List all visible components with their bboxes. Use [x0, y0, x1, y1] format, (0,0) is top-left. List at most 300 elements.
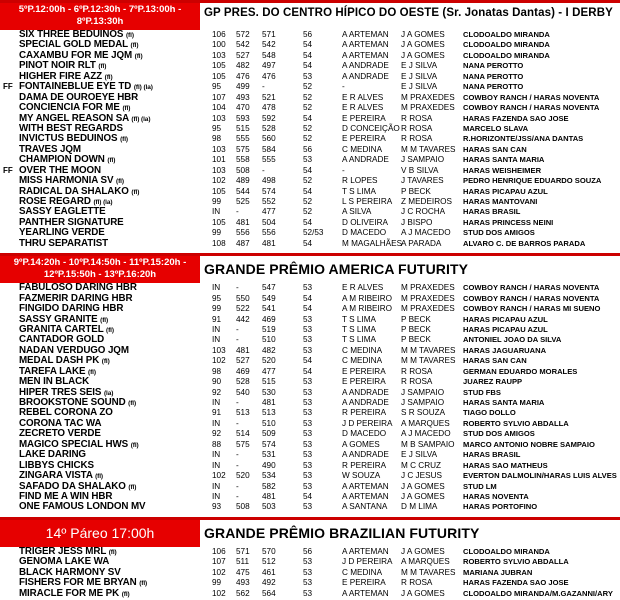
handicap-weight: 56 — [303, 30, 313, 39]
handicap-weight: 53 — [303, 450, 313, 460]
jockey-name: E PEREIRA — [342, 377, 386, 387]
weight-previous: 470 — [236, 103, 250, 113]
owner-name: HARAS PICAPAU AZUL — [463, 324, 548, 334]
weight-current: 503 — [262, 502, 276, 512]
handicap-weight: 53 — [303, 578, 313, 588]
trainer-name: R ROSA — [401, 113, 433, 123]
trainer-name: M M TAVARES — [401, 144, 456, 154]
rating-value: 98 — [212, 134, 222, 144]
horse-name: TAREFA LAKE — [19, 365, 86, 377]
race-section — [0, 0, 620, 253]
handicap-weight: 54 — [303, 50, 313, 60]
jockey-name: A ARTEMAN — [342, 491, 389, 501]
weight-current: 510 — [262, 335, 276, 345]
horse-name: FISHERS FOR ME BRYAN — [19, 577, 137, 589]
handicap-weight: 53 — [303, 502, 313, 512]
horse-name: CHAMPION DOWN — [19, 154, 105, 166]
trainer-name: P BECK — [401, 314, 431, 324]
horse-tag: (fl) — [131, 188, 140, 196]
weight-current: 560 — [262, 134, 276, 144]
horse-tag: (fl) — [128, 483, 137, 491]
rating-value: 104 — [212, 103, 226, 113]
rating-value: 92 — [212, 429, 222, 439]
handicap-weight: 53 — [303, 387, 313, 397]
weight-current: 461 — [262, 567, 276, 577]
weight-previous: 520 — [236, 471, 250, 481]
handicap-weight: 53 — [303, 398, 313, 407]
ff-mark: FF — [3, 82, 13, 92]
horse-tag: (fl) — [139, 580, 148, 588]
rating-value: 92 — [212, 387, 222, 397]
trainer-name: J A GOMES — [401, 30, 445, 39]
handicap-weight: 54 — [303, 293, 313, 303]
weight-current: 556 — [262, 228, 276, 238]
weight-previous: 489 — [236, 176, 250, 186]
jockey-name: A SILVA — [342, 207, 372, 217]
handicap-weight: 54 — [303, 165, 313, 175]
weight-current: 574 — [262, 439, 276, 449]
horse-name: RADICAL DA SHALAKO — [19, 185, 129, 197]
horse-tag: (fl) — [125, 32, 134, 39]
rating-value: 95 — [212, 123, 222, 133]
rating-value: 102 — [212, 471, 226, 481]
rating-value: IN — [212, 324, 221, 334]
owner-name: CLODOALDO MIRANDA — [463, 40, 550, 50]
jockey-name: E PEREIRA — [342, 366, 386, 376]
weight-previous: 481 — [236, 217, 250, 227]
owner-name: NANA PEROTTO — [463, 61, 524, 71]
horse-tag: (fl) — [128, 400, 137, 407]
horse-name: ONE FAMOUS LONDON MV — [19, 501, 146, 513]
horse-name: ZECRETO VERDE — [19, 428, 101, 440]
race-times-box — [0, 3, 200, 30]
owner-name: HARAS BRASIL — [463, 450, 521, 460]
horse-tag: (fl) — [122, 105, 131, 113]
weight-current: 478 — [262, 103, 276, 113]
jockey-name: A ARTEMAN — [342, 40, 389, 50]
horse-name: MEN IN BLACK — [19, 376, 90, 388]
weight-current: 555 — [262, 155, 276, 165]
race-time-line: 5ºP.12:00h - 6ºP.12:30h - 7ºP.13:00h - — [18, 4, 182, 15]
rating-value: 102 — [212, 567, 226, 577]
handicap-weight: 52 — [303, 197, 313, 206]
handicap-weight: 53 — [303, 471, 313, 481]
weight-current: 584 — [262, 144, 276, 154]
weight-current: 515 — [262, 377, 276, 387]
weight-previous: 575 — [236, 439, 250, 449]
jockey-name: - — [342, 82, 345, 92]
weight-current: 492 — [262, 578, 276, 588]
race-times-box — [0, 520, 200, 547]
jockey-name: M MAGALHÃES — [342, 238, 403, 248]
weight-previous: - — [236, 481, 239, 491]
owner-name: HARAS SAN CAN — [463, 356, 527, 366]
owner-name: COWBOY RANCH / HARAS MI SUENO — [463, 304, 601, 314]
weight-current: 477 — [262, 366, 276, 376]
trainer-name: J A GOMES — [401, 588, 445, 598]
weight-current: 469 — [262, 314, 276, 324]
handicap-weight: 53 — [303, 345, 313, 355]
horse-name: GRANITA CARTEL — [19, 323, 104, 335]
horse-name: BROOKSTONE SOUND — [19, 397, 126, 408]
rating-value: 95 — [212, 82, 222, 92]
horse-name: CORONA TAC WA — [19, 417, 102, 429]
weight-previous: - — [236, 491, 239, 501]
trainer-name: R ROSA — [401, 134, 433, 144]
horse-name: LIBBYS CHICKS — [19, 459, 94, 471]
trainer-name: J A GOMES — [401, 50, 445, 60]
horse-tag: (fl) — [101, 358, 110, 366]
horse-tag: (la) — [103, 389, 114, 397]
jockey-name: T S LIMA — [342, 324, 376, 334]
trainer-name: E J SILVA — [401, 71, 438, 81]
weight-previous: 508 — [236, 502, 250, 512]
race-header — [0, 517, 620, 547]
weight-previous: 513 — [236, 408, 250, 418]
jockey-name: E R ALVES — [342, 92, 384, 102]
weight-previous: 508 — [236, 165, 250, 175]
weight-previous: 493 — [236, 578, 250, 588]
horse-name: SIX THREE BEDUINOS — [19, 29, 124, 40]
horse-name: OVER THE MOON — [19, 164, 101, 176]
horse-name: MEDAL DASH PK — [19, 355, 100, 367]
horse-name: CANTADOR GOLD — [19, 334, 105, 346]
trainer-name: Z MEDEIROS — [401, 197, 452, 206]
trainer-name: M PRAXEDES — [401, 103, 455, 113]
handicap-weight: 52 — [303, 176, 313, 186]
rating-value: 93 — [212, 502, 222, 512]
trainer-name: S R SOUZA — [401, 408, 446, 418]
handicap-weight: 56 — [303, 546, 313, 556]
ff-mark: FF — [3, 165, 13, 175]
race-time-line: 14º Páreo 17:00h — [45, 524, 155, 541]
trainer-name: J SAMPAIO — [401, 387, 445, 397]
weight-previous: 527 — [236, 356, 250, 366]
weight-previous: 469 — [236, 366, 250, 376]
owner-name: ALVARO C. DE BARROS PARADA — [463, 238, 586, 248]
jockey-name: C MEDINA — [342, 345, 383, 355]
jockey-name: D MACEDO — [342, 228, 387, 238]
weight-current: 570 — [262, 546, 276, 556]
handicap-weight: 54 — [303, 113, 313, 123]
rating-value: 105 — [212, 61, 226, 71]
handicap-weight: 53 — [303, 314, 313, 324]
weight-current: 531 — [262, 450, 276, 460]
horse-tag: (fl) — [108, 548, 117, 556]
owner-name: COWBOY RANCH / HARAS NOVENTA — [463, 293, 600, 303]
jockey-name: R LOPES — [342, 176, 378, 186]
trainer-name: P BECK — [401, 324, 431, 334]
rating-value: IN — [212, 335, 221, 345]
handicap-weight: 53 — [303, 557, 313, 567]
owner-name: HARAS JAGUARUANA — [463, 345, 547, 355]
handicap-weight: 52 — [303, 134, 313, 144]
trainer-name: E J SILVA — [401, 450, 438, 460]
rating-value: 106 — [212, 546, 226, 556]
weight-current: 574 — [262, 186, 276, 196]
owner-name: HARAS PICAPAU AZUL — [463, 314, 548, 324]
handicap-weight: 53 — [303, 155, 313, 165]
owner-name: COWBOY RANCH / HARAS NOVENTA — [463, 103, 600, 113]
weight-current: 548 — [262, 50, 276, 60]
weight-current: 530 — [262, 387, 276, 397]
jockey-name: E R ALVES — [342, 103, 384, 113]
trainer-name: J TAVARES — [401, 176, 444, 186]
weight-previous: 525 — [236, 197, 250, 206]
horse-name: MY ANGEL REASON SA — [19, 112, 129, 124]
owner-name: HARAS SAO MATHEUS — [463, 460, 548, 470]
horse-name: INVICTUS BEDUINOS — [19, 133, 118, 145]
trainer-name: R ROSA — [401, 377, 433, 387]
trainer-name: E J SILVA — [401, 82, 438, 92]
race-header — [0, 253, 620, 283]
horse-name: FINGIDO DARING HBR — [19, 303, 124, 315]
handicap-weight: 54 — [303, 491, 313, 501]
horse-name: BLACK HARMONY SV — [19, 566, 121, 578]
horse-name: PINOT NOIR RLT — [19, 60, 96, 72]
jockey-name: J D PEREIRA — [342, 557, 393, 567]
weight-current: 513 — [262, 408, 276, 418]
horse-name: SASSY GRANITE — [19, 313, 98, 325]
rating-value: 90 — [212, 377, 222, 387]
entry-row — [0, 356, 620, 366]
rating-value: IN — [212, 283, 221, 293]
horse-name: SASSY EAGLETTE — [19, 206, 106, 218]
handicap-weight: 54 — [303, 304, 313, 314]
trainer-name: J C JESUS — [401, 471, 442, 481]
jockey-name: T S LIMA — [342, 314, 376, 324]
owner-name: MARCELO SLAVA — [463, 123, 529, 133]
owner-name: MARIANA JUBRAN — [463, 567, 533, 577]
weight-current: - — [262, 165, 265, 175]
handicap-weight: 53 — [303, 418, 313, 428]
weight-previous: 572 — [236, 30, 250, 39]
owner-name: ANTONIEL JOAO DA SILVA — [463, 335, 562, 345]
weight-current: 520 — [262, 356, 276, 366]
jockey-name: E PEREIRA — [342, 113, 386, 123]
rating-value: 99 — [212, 228, 222, 238]
horse-name: CAXAMBU FOR ME JQM — [19, 49, 133, 61]
weight-previous: 571 — [236, 546, 250, 556]
owner-name: CLODOALDO MIRANDA — [463, 546, 550, 556]
owner-name: R.HORIZONTE/JSS/ANA DANTAS — [463, 134, 584, 144]
rating-value: 107 — [212, 92, 226, 102]
weight-previous: - — [236, 460, 239, 470]
weight-current: - — [262, 82, 265, 92]
weight-previous: 527 — [236, 50, 250, 60]
weight-previous: 562 — [236, 588, 250, 598]
weight-previous: 556 — [236, 228, 250, 238]
jockey-name: A ANDRADE — [342, 398, 389, 407]
rating-value: IN — [212, 398, 221, 407]
rating-value: 102 — [212, 588, 226, 598]
trainer-name: J C ROCHA — [401, 207, 446, 217]
handicap-weight: 54 — [303, 366, 313, 376]
trainer-name: A J MACEDO — [401, 429, 451, 439]
weight-previous: 593 — [236, 113, 250, 123]
handicap-weight: 53 — [303, 283, 313, 293]
trainer-name: J A GOMES — [401, 481, 445, 491]
weight-previous: 514 — [236, 429, 250, 439]
trainer-name: M PRAXEDES — [401, 92, 455, 102]
handicap-weight: 54 — [303, 61, 313, 71]
weight-current: 476 — [262, 71, 276, 81]
rating-value: 103 — [212, 50, 226, 60]
owner-name: STUD DOS AMIGOS — [463, 429, 535, 439]
handicap-weight: 52 — [303, 123, 313, 133]
handicap-weight: 52 — [303, 103, 313, 113]
weight-previous: 515 — [236, 123, 250, 133]
weight-current: 549 — [262, 293, 276, 303]
jockey-name: A ANDRADE — [342, 387, 389, 397]
trainer-name: P BECK — [401, 335, 431, 345]
weight-current: 482 — [262, 345, 276, 355]
weight-previous: 550 — [236, 293, 250, 303]
handicap-weight: 53 — [303, 481, 313, 491]
handicap-weight: 53 — [303, 429, 313, 439]
handicap-weight: 52 — [303, 92, 313, 102]
horse-name: FIND ME A WIN HBR — [19, 490, 113, 502]
horse-name: HIGHER FIRE AZZ — [19, 70, 103, 82]
race-section — [0, 517, 620, 599]
owner-name: STUD LM — [463, 481, 497, 491]
horse-tag: (fl) — [107, 157, 116, 165]
weight-previous: 558 — [236, 155, 250, 165]
weight-previous: 493 — [236, 92, 250, 102]
trainer-name: M PRAXEDES — [401, 304, 455, 314]
rating-value: 105 — [212, 71, 226, 81]
weight-previous: 575 — [236, 144, 250, 154]
rating-value: 91 — [212, 408, 222, 418]
handicap-weight: 53 — [303, 439, 313, 449]
weight-current: 481 — [262, 491, 276, 501]
owner-name: HARAS MANTOVANI — [463, 197, 538, 206]
owner-name: COWBOY RANCH / HARAS NOVENTA — [463, 92, 600, 102]
jockey-name: C MEDINA — [342, 356, 383, 366]
owner-name: HARAS NOVENTA — [463, 491, 529, 501]
horse-tag: (fl) — [121, 590, 130, 598]
trainer-name: A MARQUES — [401, 557, 450, 567]
trainer-name: J SAMPAIO — [401, 398, 445, 407]
handicap-weight: 53 — [303, 460, 313, 470]
rating-value: 106 — [212, 30, 226, 39]
entries-list — [0, 547, 620, 599]
trainer-name: M M TAVARES — [401, 345, 456, 355]
horse-name: FONTAINEBLUE EYE TD — [19, 81, 132, 93]
owner-name: CLODOALDO MIRANDA — [463, 50, 550, 60]
horse-name: LAKE DARING — [19, 449, 86, 461]
race-title: GRANDE PRÊMIO BRAZILIAN FUTURITY — [204, 524, 480, 541]
horse-tag: (fl) — [134, 52, 143, 60]
rating-value: 99 — [212, 197, 222, 206]
rating-value: IN — [212, 460, 221, 470]
trainer-name: M B SAMPAIO — [401, 439, 455, 449]
weight-previous: - — [236, 398, 239, 407]
rating-value: 99 — [212, 578, 222, 588]
trainer-name: A MARQUES — [401, 418, 450, 428]
weight-previous: 487 — [236, 238, 250, 248]
trainer-name: R ROSA — [401, 366, 433, 376]
horse-name-cell — [19, 502, 145, 513]
horse-name-cell — [19, 239, 108, 250]
rating-value: 101 — [212, 155, 226, 165]
owner-name: GERMAN EDUARDO MORALES — [463, 366, 578, 376]
handicap-weight: 53 — [303, 335, 313, 345]
horse-name: TRAVES JQM — [19, 143, 81, 155]
horse-tag: (fl) (la) — [131, 115, 151, 123]
entry-row — [0, 589, 620, 599]
trainer-name: M C CRUZ — [401, 460, 442, 470]
race-header — [0, 0, 620, 30]
handicap-weight: 52 — [303, 207, 313, 217]
weight-current: 521 — [262, 92, 276, 102]
rating-value: 103 — [212, 345, 226, 355]
horse-tag: (fl) — [88, 368, 96, 376]
horse-tag: (fl) — [120, 136, 128, 144]
owner-name: NANA PEROTTO — [463, 71, 524, 81]
weight-previous: 482 — [236, 61, 250, 71]
entry-row — [0, 134, 620, 144]
rating-value: 91 — [212, 314, 222, 324]
rating-value: 105 — [212, 217, 226, 227]
weight-current: 541 — [262, 304, 276, 314]
race-section — [0, 253, 620, 517]
weight-previous: 476 — [236, 71, 250, 81]
weight-current: 481 — [262, 238, 276, 248]
jockey-name: C MEDINA — [342, 567, 383, 577]
rating-value: 103 — [212, 144, 226, 154]
jockey-name: E R ALVES — [342, 283, 384, 293]
weight-current: 552 — [262, 197, 276, 206]
horse-name: ZINGARA VISTA — [19, 470, 93, 482]
race-time-line: 8ºP.13:30h — [76, 16, 124, 27]
rating-value: 103 — [212, 165, 226, 175]
weight-current: 592 — [262, 113, 276, 123]
weight-current: 497 — [262, 61, 276, 71]
trainer-name: J A GOMES — [401, 546, 445, 556]
horse-tag: (fl) (la) — [93, 199, 113, 206]
trainer-name: M M TAVARES — [401, 567, 456, 577]
owner-name: ROBERTO SYLVIO ABDALLA — [463, 418, 569, 428]
race-time-line: 12ºP.15:50h - 13ºP.16:20h — [43, 269, 157, 281]
owner-name: PEDRO HENRIQUE EDUARDO SOUZA — [463, 176, 602, 186]
jockey-name: A SANTANA — [342, 502, 388, 512]
horse-name: SAFADO DA SHALAKO — [19, 480, 126, 492]
weight-current: 571 — [262, 30, 276, 39]
entry-row — [0, 239, 620, 249]
weight-current: 490 — [262, 460, 276, 470]
weight-previous: 522 — [236, 304, 250, 314]
horse-name-cell — [19, 589, 130, 600]
handicap-weight: 54 — [303, 238, 313, 248]
handicap-weight: 53 — [303, 324, 313, 334]
entry-row — [0, 367, 620, 377]
trainer-name: A J MACEDO — [401, 228, 451, 238]
weight-previous: - — [236, 324, 239, 334]
weight-previous: - — [236, 207, 239, 217]
owner-name: HARAS FAZENDA SAO JOSE — [463, 578, 569, 588]
rating-value: 98 — [212, 366, 222, 376]
jockey-name: A M RIBEIRO — [342, 304, 393, 314]
weight-previous: 481 — [236, 345, 250, 355]
horse-name: REBEL CORONA ZO — [19, 407, 113, 419]
jockey-name: - — [342, 165, 345, 175]
rating-value: 108 — [212, 238, 226, 248]
jockey-name: D CONCEIÇÃO — [342, 123, 400, 133]
jockey-name: J D PEREIRA — [342, 418, 393, 428]
rating-value: 102 — [212, 356, 226, 366]
horse-tag: (fl) — [130, 441, 139, 449]
